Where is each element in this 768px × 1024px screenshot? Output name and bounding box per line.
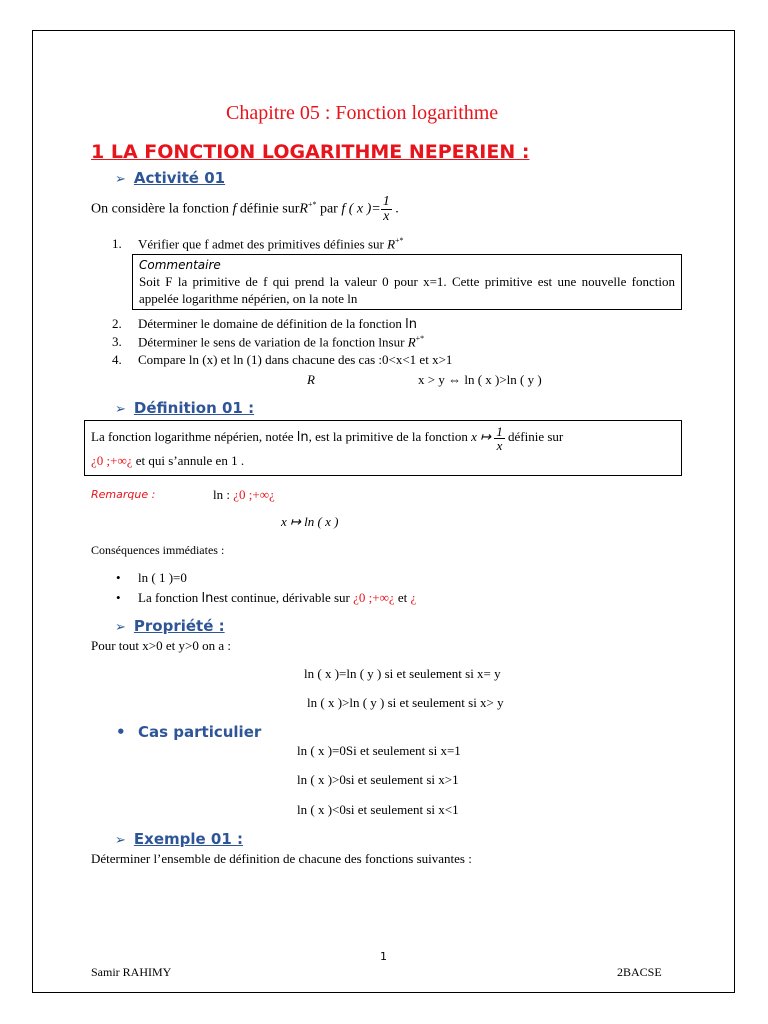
remarque-label: Remarque : — [91, 488, 156, 501]
cas-title: Cas particulier — [138, 723, 262, 741]
activite-item-4-equiv: x > y ⇔ ln ( x )>ln ( y ) — [418, 372, 542, 387]
activite-heading — [115, 169, 225, 187]
footer-class: 2BACSE — [617, 965, 662, 979]
consequence-2: • La fonction lnest continue, dérivable sur ¿0 ;+∞¿ et ¿ — [116, 590, 417, 606]
comment-title: Commentaire — [139, 258, 221, 272]
section-title: 1 LA FONCTION LOGARITHME NEPERIEN : — [91, 141, 530, 163]
exemple-title: Exemple 01 : — [133, 830, 244, 848]
definition-box — [84, 420, 682, 476]
fraction-1-over-x: $\frac{1}{x}$ — [382, 193, 390, 224]
definition-line-2: ¿0 ;+∞¿ et qui s’annule en 1 . — [91, 453, 245, 468]
propriete-heading — [115, 617, 225, 635]
activite-item-3: 3. Déterminer le sens de variation de la fonction lnsur R+* — [112, 334, 425, 350]
propriete-title: Propriété : — [133, 617, 225, 635]
cas-eq-1: ln ( x )=0Si et seulement si x=1 — [297, 743, 461, 758]
exemple-heading — [115, 830, 243, 848]
remarque-line-1: ln : ¿0 ;+∞¿ — [213, 487, 275, 502]
bullet-icon: • — [116, 590, 121, 605]
comment-box — [132, 254, 682, 310]
activite-item-1: 1. Vérifier que f admet des primitives définies sur R+* — [112, 236, 404, 252]
fraction-1-over-x: $\frac{1}{x}$ — [496, 423, 503, 453]
arrow-icon: ➢ — [115, 172, 126, 187]
cas-eq-2: ln ( x )>0si et seulement si x>1 — [297, 772, 459, 787]
arrow-icon: ➢ — [115, 402, 126, 417]
comment-text: Soit F la primitive de f qui prend la valeur 0 pour x=1. Cette primitive est une nouvelle fonction appelée logarithme népérien, on la note ln — [139, 274, 675, 306]
bullet-icon: • — [116, 723, 126, 741]
definition-heading — [115, 399, 254, 417]
remarque-line-2: x ↦ ln ( x ) — [281, 514, 339, 529]
propriete-eq-2: ln ( x )>ln ( y ) si et seulement si x> y — [307, 695, 504, 710]
footer-author: Samir RAHIMY — [91, 965, 172, 979]
cas-heading — [116, 723, 261, 741]
definition-line-1: La fonction logarithme népérien, notée ln, est la primitive de la fonction x ↦ $\frac{1}{x}$ définie sur — [91, 423, 564, 453]
arrow-icon: ➢ — [115, 620, 126, 635]
consequence-1: • ln ( 1 )=0 — [116, 570, 187, 585]
definition-title: Définition 01 : — [133, 399, 255, 417]
activite-item-4: 4. Compare ln (x) et ln (1) dans chacune des cas :0<x<1 et x>1 — [112, 352, 453, 367]
page-number: 1 — [380, 950, 387, 963]
chapter-title: Chapitre 05 : Fonction logarithme — [226, 102, 499, 124]
cas-eq-3: ln ( x )<0si et seulement si x<1 — [297, 802, 459, 817]
propriete-eq-1: ln ( x )=ln ( y ) si et seulement si x= y — [304, 666, 501, 681]
activite-item-2: 2. Déterminer le domaine de définition de la fonction ln — [112, 316, 417, 332]
bullet-icon: • — [116, 570, 121, 585]
arrow-icon: ➢ — [115, 833, 126, 848]
exemple-text: Déterminer l’ensemble de définition de chacune des fonctions suivantes : — [91, 851, 472, 866]
activite-intro: On considère la fonction f définie surR+* par f ( x )= $\frac{1}{x}$ . — [91, 193, 399, 224]
activite-item-4-R: R — [307, 372, 315, 387]
propriete-intro: Pour tout x>0 et y>0 on a : — [91, 638, 231, 653]
activite-title: Activité 01 — [133, 169, 226, 187]
consequences-title: Conséquences immédiates : — [91, 543, 225, 557]
